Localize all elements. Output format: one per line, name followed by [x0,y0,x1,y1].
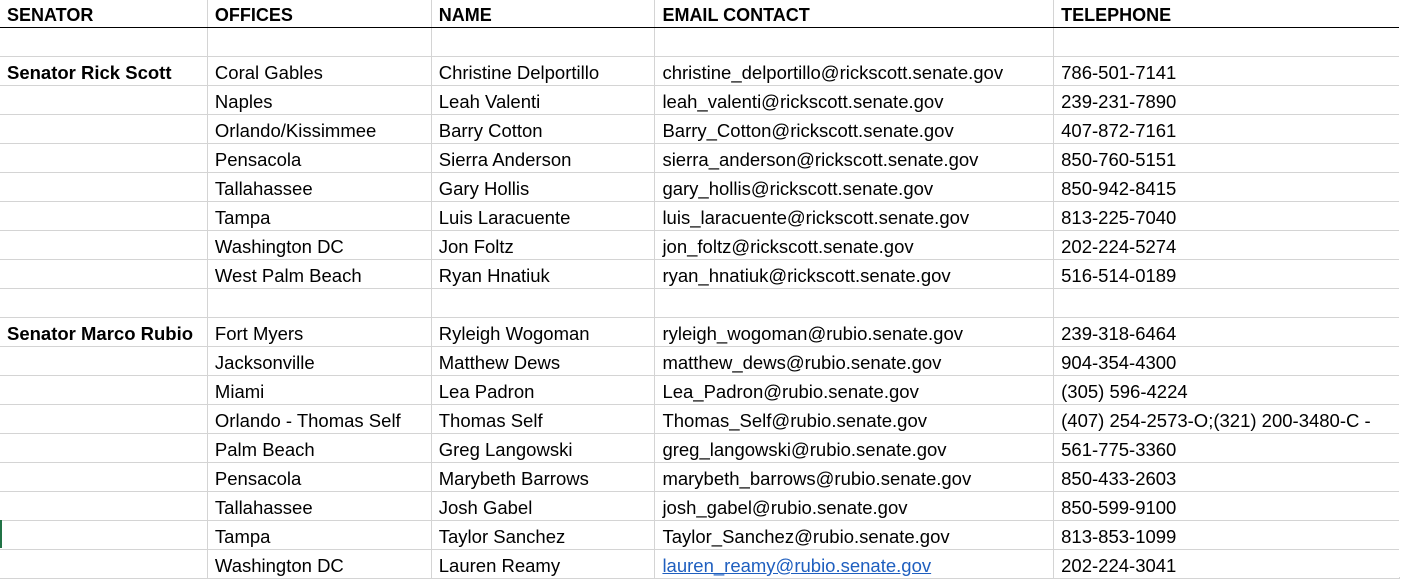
table-row [0,434,1400,463]
email-cell[interactable]: luis_laracuente@rickscott.senate.gov [655,202,1054,231]
table-row [0,376,1400,405]
senator-cell[interactable] [0,115,207,144]
header-row [0,0,1400,28]
name-cell[interactable]: Ryan Hnatiuk [431,260,655,289]
email-cell[interactable]: Taylor_Sanchez@rubio.senate.gov [655,521,1054,550]
senator-cell[interactable] [0,347,207,376]
table-row [0,347,1400,376]
office-cell[interactable]: Miami [207,376,431,405]
email-cell[interactable]: Thomas_Self@rubio.senate.gov [655,405,1054,434]
senator-cell[interactable] [0,86,207,115]
phone-cell[interactable]: 850-599-9100 [1054,492,1400,521]
table-row [0,260,1400,289]
senator-cell[interactable]: Senator Rick Scott [0,57,207,86]
table-row [0,57,1400,86]
phone-cell[interactable]: 850-942-8415 [1054,173,1400,202]
name-cell[interactable]: Marybeth Barrows [431,463,655,492]
email-cell[interactable]: josh_gabel@rubio.senate.gov [655,492,1054,521]
name-cell[interactable]: Luis Laracuente [431,202,655,231]
phone-cell[interactable]: (305) 596-4224 [1054,376,1400,405]
name-cell[interactable]: Matthew Dews [431,347,655,376]
senator-cell[interactable] [0,202,207,231]
office-cell[interactable] [207,289,431,318]
senator-cell[interactable] [0,434,207,463]
phone-cell[interactable]: 239-231-7890 [1054,86,1400,115]
name-cell[interactable]: Josh Gabel [431,492,655,521]
senator-cell[interactable] [0,231,207,260]
senator-cell[interactable] [0,521,207,550]
phone-cell[interactable]: 202-224-5274 [1054,231,1400,260]
name-cell[interactable]: Greg Langowski [431,434,655,463]
table-row [0,144,1400,173]
phone-cell[interactable]: 813-853-1099 [1054,521,1400,550]
email-cell[interactable]: matthew_dews@rubio.senate.gov [655,347,1054,376]
senator-cell[interactable] [0,289,207,318]
email-cell[interactable]: gary_hollis@rickscott.senate.gov [655,173,1054,202]
phone-cell[interactable] [1054,289,1400,318]
email-cell[interactable]: lauren_reamy@rubio.senate.gov [655,550,1054,579]
senator-cell[interactable] [0,144,207,173]
senator-cell[interactable] [0,405,207,434]
email-cell[interactable] [655,28,1054,57]
table-row [0,173,1400,202]
office-cell[interactable]: Jacksonville [207,347,431,376]
phone-cell[interactable]: 407-872-7161 [1054,115,1400,144]
header-email[interactable]: EMAIL CONTACT [655,0,1054,28]
active-cell-indicator [0,520,2,548]
office-cell[interactable]: Pensacola [207,144,431,173]
senator-cell[interactable] [0,550,207,579]
phone-cell[interactable]: 516-514-0189 [1054,260,1400,289]
phone-cell[interactable]: 202-224-3041 [1054,550,1400,579]
name-cell[interactable]: Thomas Self [431,405,655,434]
name-cell[interactable] [431,289,655,318]
senator-cell[interactable] [0,376,207,405]
senator-cell[interactable] [0,28,207,57]
name-cell[interactable]: Jon Foltz [431,231,655,260]
name-cell[interactable]: Gary Hollis [431,173,655,202]
office-cell[interactable]: Tallahassee [207,173,431,202]
table-row [0,463,1400,492]
email-cell[interactable]: ryleigh_wogoman@rubio.senate.gov [655,318,1054,347]
phone-cell[interactable] [1054,28,1400,57]
senator-cell[interactable] [0,260,207,289]
email-cell[interactable]: sierra_anderson@rickscott.senate.gov [655,144,1054,173]
header-offices[interactable]: OFFICES [207,0,431,28]
email-cell[interactable]: greg_langowski@rubio.senate.gov [655,434,1054,463]
email-cell[interactable]: marybeth_barrows@rubio.senate.gov [655,463,1054,492]
phone-cell[interactable]: 904-354-4300 [1054,347,1400,376]
phone-cell[interactable]: 813-225-7040 [1054,202,1400,231]
name-cell[interactable]: Lauren Reamy [431,550,655,579]
name-cell[interactable] [431,28,655,57]
table-row [0,28,1400,57]
phone-cell[interactable]: 850-760-5151 [1054,144,1400,173]
office-cell[interactable]: Fort Myers [207,318,431,347]
table-row [0,521,1400,550]
name-cell[interactable]: Leah Valenti [431,86,655,115]
table-row [0,318,1400,347]
email-cell[interactable]: christine_delportillo@rickscott.senate.gov [655,57,1054,86]
email-cell[interactable]: Lea_Padron@rubio.senate.gov [655,376,1054,405]
name-cell[interactable]: Sierra Anderson [431,144,655,173]
table-row [0,289,1400,318]
office-cell[interactable]: Naples [207,86,431,115]
office-cell[interactable]: Pensacola [207,463,431,492]
name-cell[interactable]: Ryleigh Wogoman [431,318,655,347]
senator-cell[interactable]: Senator Marco Rubio [0,318,207,347]
table-row [0,115,1400,144]
phone-cell[interactable]: 239-318-6464 [1054,318,1400,347]
table-row [0,550,1400,579]
office-cell[interactable]: West Palm Beach [207,260,431,289]
email-cell[interactable]: ryan_hnatiuk@rickscott.senate.gov [655,260,1054,289]
name-cell[interactable]: Taylor Sanchez [431,521,655,550]
header-senator[interactable]: SENATOR [0,0,207,28]
table-row [0,405,1400,434]
senator-cell[interactable] [0,492,207,521]
name-cell[interactable]: Lea Padron [431,376,655,405]
office-cell[interactable]: Tampa [207,202,431,231]
senator-cell[interactable] [0,463,207,492]
office-cell[interactable]: Coral Gables [207,57,431,86]
phone-cell[interactable]: 850-433-2603 [1054,463,1400,492]
phone-cell[interactable]: 561-775-3360 [1054,434,1400,463]
phone-cell[interactable]: 786-501-7141 [1054,57,1400,86]
office-cell[interactable] [207,28,431,57]
office-cell[interactable]: Washington DC [207,231,431,260]
table-row [0,492,1400,521]
table-row [0,86,1400,115]
office-cell[interactable]: Orlando - Thomas Self [207,405,431,434]
name-cell[interactable]: Barry Cotton [431,115,655,144]
phone-cell[interactable]: (407) 254-2573-O;(321) 200-3480-C - [1054,405,1400,434]
email-cell[interactable] [655,289,1054,318]
table-row [0,202,1400,231]
table-row [0,231,1400,260]
header-telephone[interactable]: TELEPHONE [1054,0,1400,28]
header-name[interactable]: NAME [431,0,655,28]
office-cell[interactable]: Tampa [207,521,431,550]
email-cell[interactable]: Barry_Cotton@rickscott.senate.gov [655,115,1054,144]
email-cell[interactable]: jon_foltz@rickscott.senate.gov [655,231,1054,260]
office-cell[interactable]: Palm Beach [207,434,431,463]
senator-cell[interactable] [0,173,207,202]
office-cell[interactable]: Tallahassee [207,492,431,521]
name-cell[interactable]: Christine Delportillo [431,57,655,86]
office-cell[interactable]: Washington DC [207,550,431,579]
email-cell[interactable]: leah_valenti@rickscott.senate.gov [655,86,1054,115]
office-cell[interactable]: Orlando/Kissimmee [207,115,431,144]
